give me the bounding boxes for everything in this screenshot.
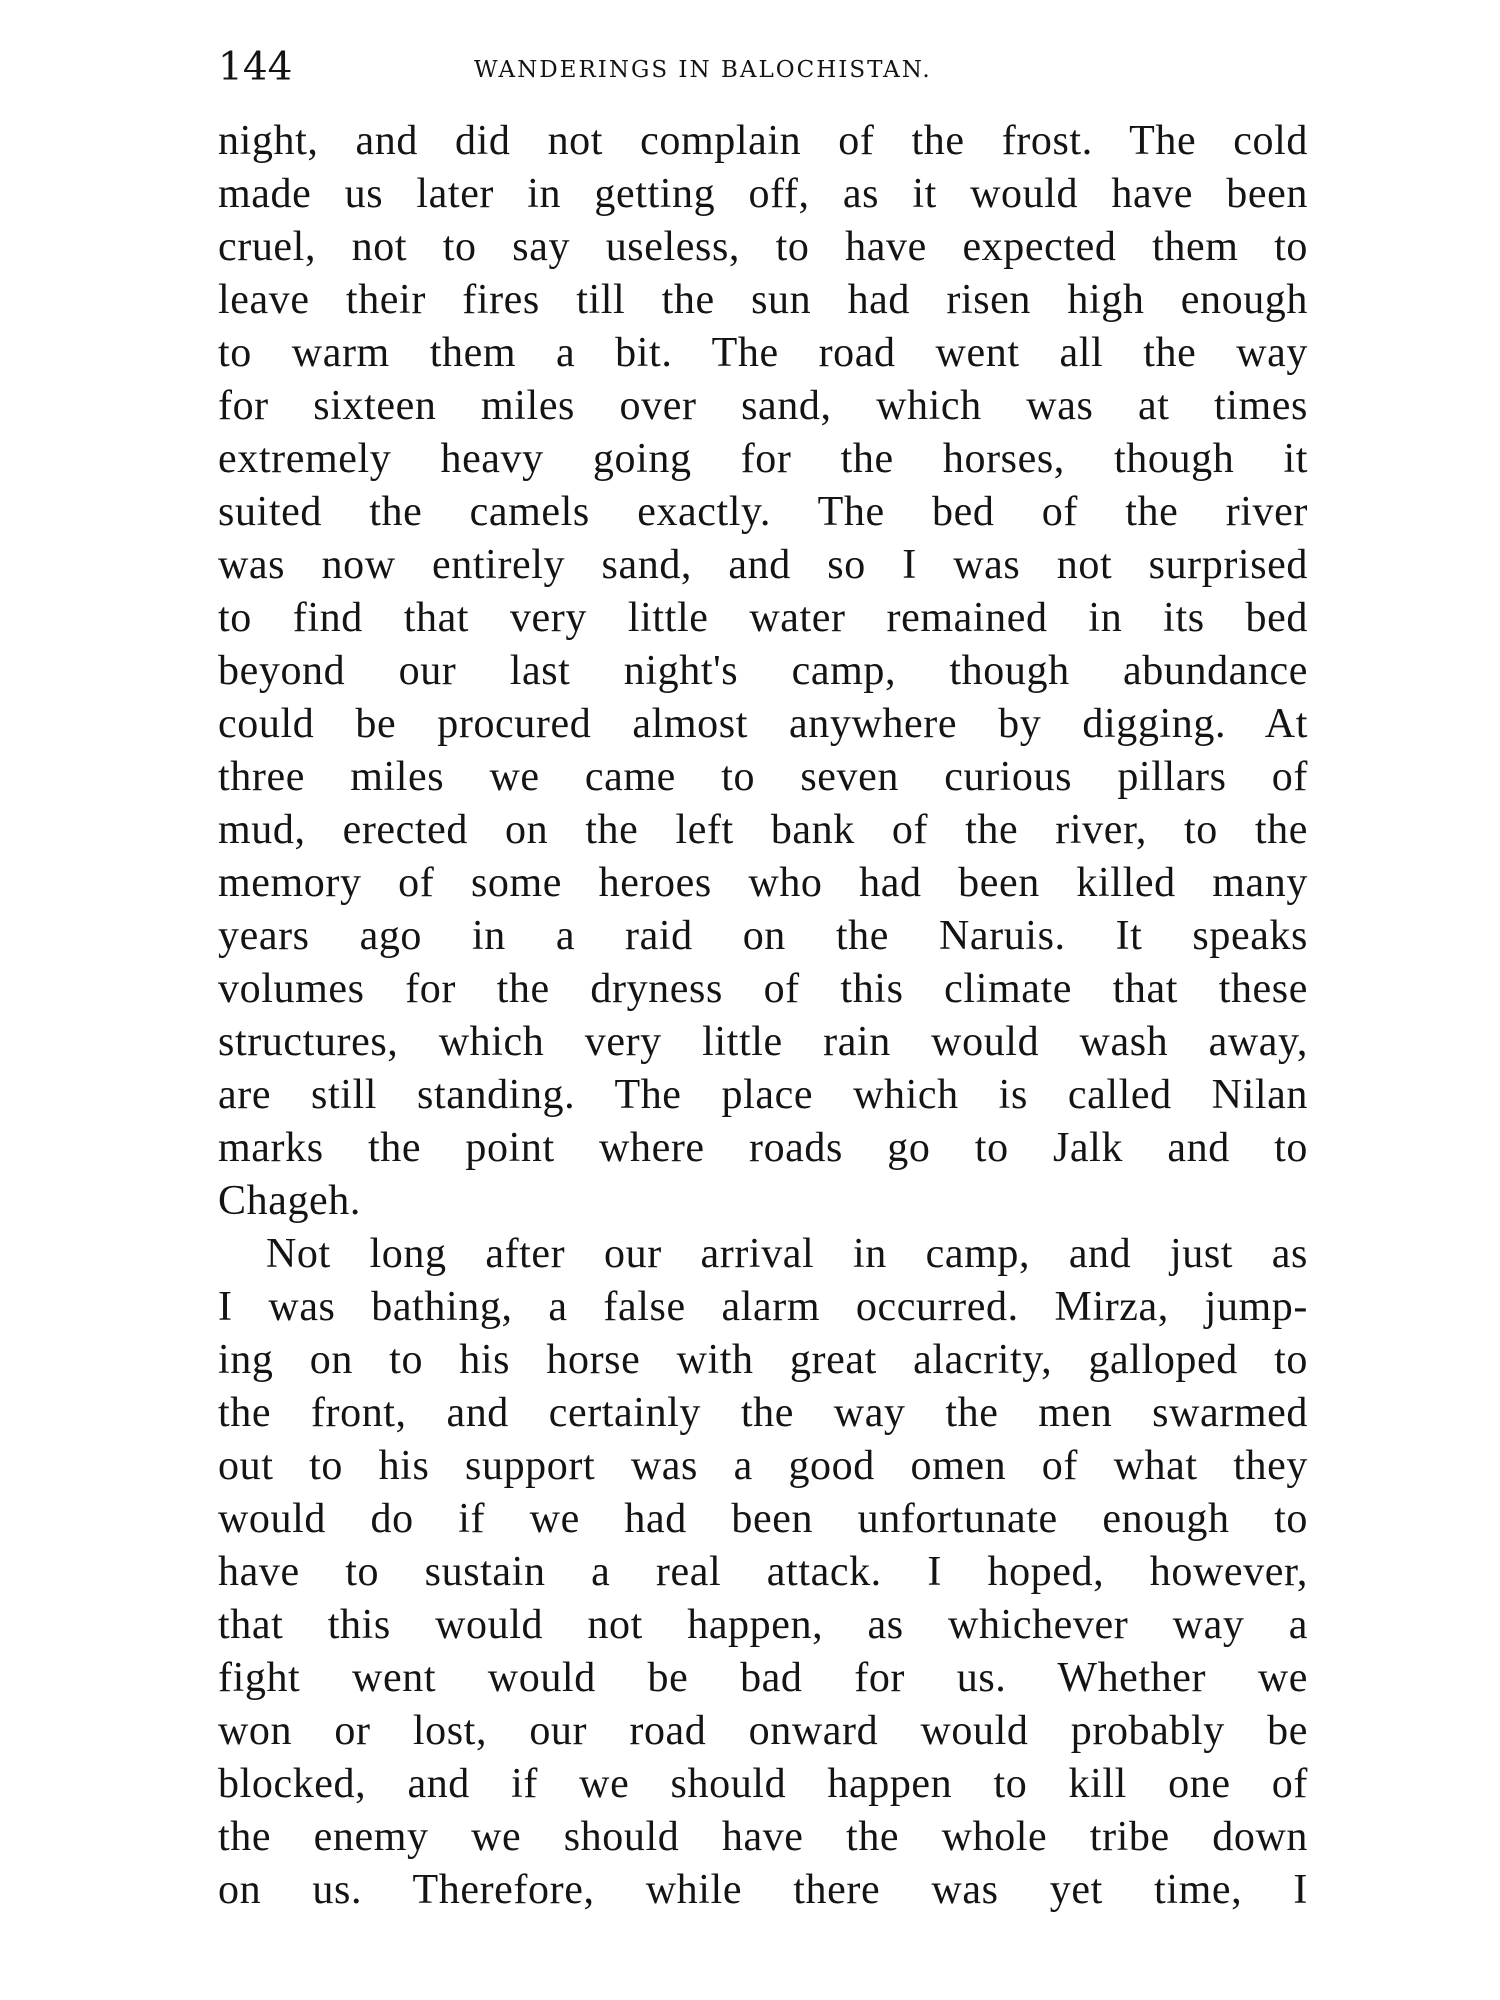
text-line: made us later in getting off, as it would have been (218, 171, 1308, 217)
text-line: fight went would be bad for us. Whether we (218, 1655, 1308, 1701)
text-line: are still standing. The place which is called Nilan (218, 1072, 1308, 1118)
page-number: 144 (218, 45, 293, 90)
text-line: years ago in a raid on the Naruis. It speaks (218, 913, 1308, 959)
paragraph-1 (218, 115, 1308, 1228)
text-line: on us. Therefore, while there was yet time, I (218, 1867, 1308, 1913)
text-line: the enemy we should have the whole tribe down (218, 1814, 1308, 1860)
text-line: three miles we came to seven curious pillars of (218, 754, 1308, 800)
running-title: WANDERINGS IN BALOCHISTAN. (474, 57, 932, 83)
text-line: beyond our last night's camp, though abundance (218, 648, 1308, 694)
text-line: Not long after our arrival in camp, and just as (266, 1231, 1308, 1277)
text-line: have to sustain a real attack. I hoped, however, (218, 1549, 1308, 1595)
body-text (218, 115, 1308, 1917)
text-line: Chageh. (218, 1178, 361, 1224)
text-line: that this would not happen, as whichever way a (218, 1602, 1308, 1648)
text-line: suited the camels exactly. The bed of the river (218, 489, 1308, 535)
text-line: ing on to his horse with great alacrity, galloped to (218, 1337, 1308, 1383)
text-line: leave their fires till the sun had risen high enough (218, 277, 1308, 323)
text-line: for sixteen miles over sand, which was at times (218, 383, 1308, 429)
text-line: structures, which very little rain would wash away, (218, 1019, 1308, 1065)
text-line: would do if we had been unfortunate enough to (218, 1496, 1308, 1542)
text-line: out to his support was a good omen of what they (218, 1443, 1308, 1489)
text-line: extremely heavy going for the horses, though it (218, 436, 1308, 482)
text-line: to find that very little water remained in its bed (218, 595, 1308, 641)
text-line: mud, erected on the left bank of the river, to the (218, 807, 1308, 853)
text-line: blocked, and if we should happen to kill one of (218, 1761, 1308, 1807)
text-line: could be procured almost anywhere by digging. At (218, 701, 1308, 747)
text-line: volumes for the dryness of this climate that these (218, 966, 1308, 1012)
text-line: the front, and certainly the way the men swarmed (218, 1390, 1308, 1436)
text-line: to warm them a bit. The road went all the way (218, 330, 1308, 376)
text-line: night, and did not complain of the frost. The cold (218, 118, 1308, 164)
paragraph-2 (218, 1228, 1308, 1917)
running-head (218, 38, 1308, 98)
text-line: I was bathing, a false alarm occurred. Mirza, jump- (218, 1284, 1308, 1330)
text-line: won or lost, our road onward would probably be (218, 1708, 1308, 1754)
text-line: was now entirely sand, and so I was not surprised (218, 542, 1308, 588)
text-line: memory of some heroes who had been killed many (218, 860, 1308, 906)
text-line: cruel, not to say useless, to have expected them to (218, 224, 1308, 270)
text-line: marks the point where roads go to Jalk and to (218, 1125, 1308, 1171)
